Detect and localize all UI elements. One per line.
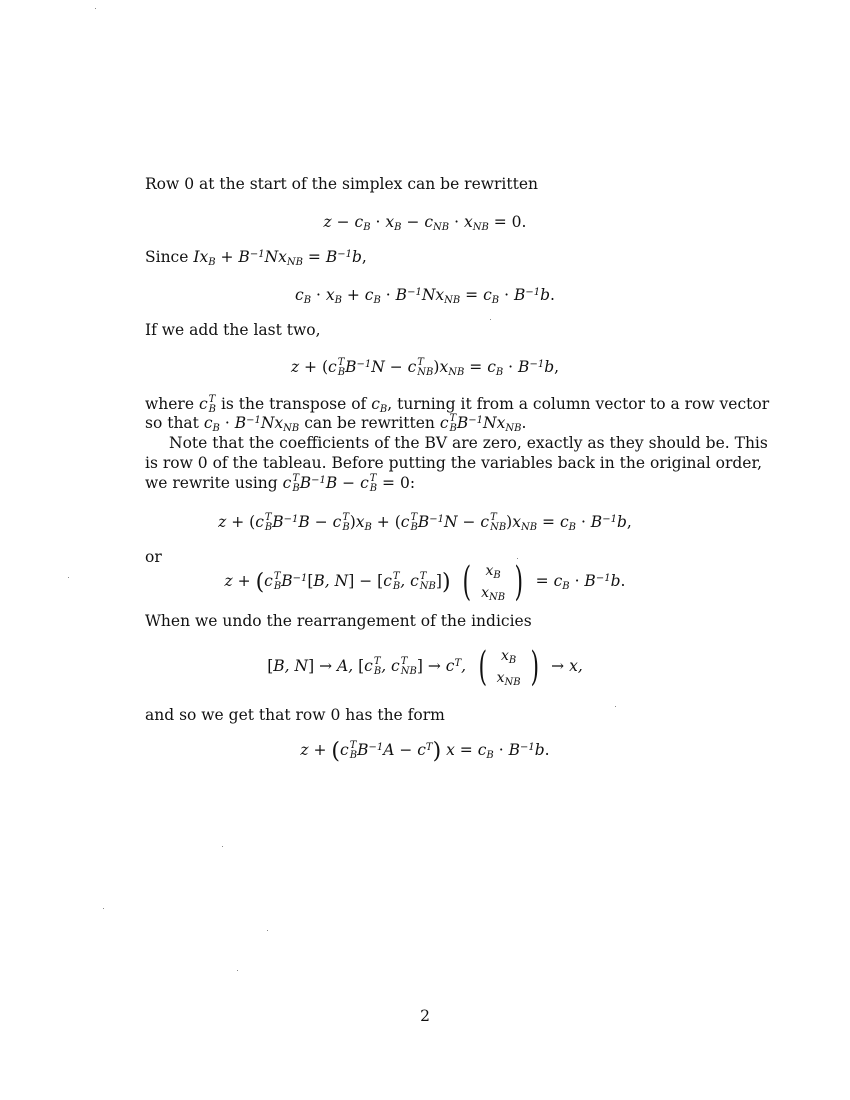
- paragraph-line: is row 0 of the tableau. Before putting the variables back in the original order,: [145, 454, 763, 472]
- paragraph-line: so that $c_B \cdot B^{-1}Nx_{NB}$ can be rewritten c T B $B^{-1}Nx_{NB}$.: [145, 413, 527, 434]
- equation-undo: [B, N] → A, [c T B , c T NB ] → $c^T$, ( $x_B$ $x_{NB}$ ) → x,: [267, 644, 583, 690]
- scan-speck: [267, 930, 268, 931]
- scan-speck: [237, 970, 238, 971]
- paragraph-line: where c T B is the transpose of $c_B$, turning it from a column vector to a row vector: [145, 394, 770, 415]
- equation-rewrite: z + (c T B $B^{-1}B - c$ T B )$x_B + (c$ T B $B^{-1}N - c$ T NB )$x_{NB} = c_B \cdot B^{-1}b$,: [218, 512, 632, 533]
- paragraph-line: Row 0 at the start of the simplex can be rewritten: [145, 175, 539, 193]
- paragraph-line: or: [145, 548, 162, 566]
- paragraph-line: When we undo the rearrangement of the indicies: [145, 612, 532, 630]
- equation-final: z + (c T B $B^{-1}A - c^T$) $x = c_B \cdot B^{-1}b$.: [300, 739, 550, 764]
- scan-speck: [517, 558, 518, 559]
- paragraph-line: we rewrite using c T B $B^{-1}B - c$ T B = 0:: [145, 473, 416, 494]
- equation-row0-start: $z - c_B \cdot x_B - c_{NB} \cdot x_{NB} = 0$.: [323, 213, 527, 233]
- paragraph-line: If we add the last two,: [145, 321, 321, 339]
- scan-speck: [615, 706, 616, 707]
- paragraph-line: and so we get that row 0 has the form: [145, 706, 445, 724]
- paragraph-line: Since $Ix_B + B^{-1}Nx_{NB} = B^{-1}b$,: [145, 248, 367, 268]
- equation-sum: z + (c T B $B^{-1}N - c$ T NB )$x_{NB} = c_B \cdot B^{-1}b$,: [290, 357, 560, 378]
- equation-matrix-form: z + (c T B $B^{-1}[B$, N] − [c T B , c T NB ]) ( $x_B$ $x_{NB}$ ) = $c_B \cdot B^{-1}b$.: [224, 559, 626, 605]
- paragraph-line: Note that the coefficients of the BV are zero, exactly as they should be. This: [169, 434, 768, 452]
- scan-speck: [490, 319, 491, 320]
- equation-since: $c_B \cdot x_B + c_B \cdot B^{-1}Nx_{NB} = c_B \cdot B^{-1}b$.: [295, 286, 555, 306]
- scan-speck: [95, 8, 96, 9]
- scan-speck: [222, 846, 223, 847]
- column-vector: ( $x_B$ $x_{NB}$ ): [462, 559, 524, 605]
- scan-speck: [68, 577, 69, 578]
- column-vector: ( $x_B$ $x_{NB}$ ): [478, 644, 539, 690]
- page-number: 2: [420, 1007, 430, 1025]
- scan-speck: [103, 908, 104, 909]
